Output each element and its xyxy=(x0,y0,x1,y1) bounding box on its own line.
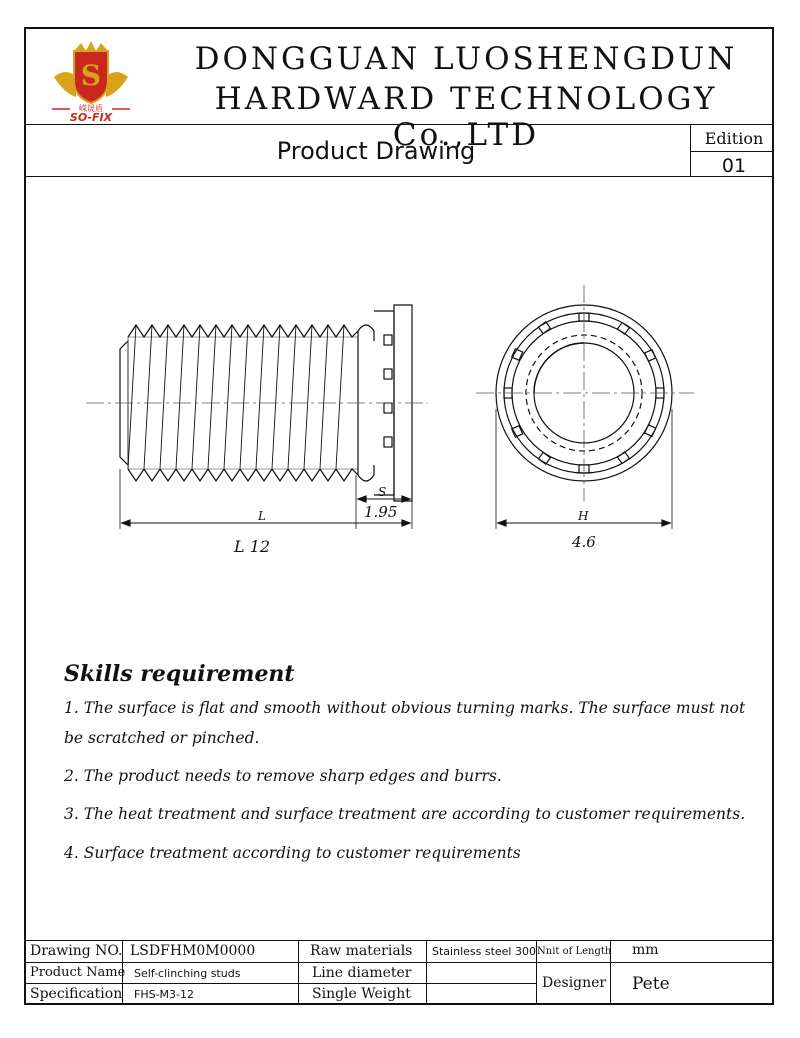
company-name-line1: DONGGUAN LUOSHENGDUN xyxy=(194,41,738,77)
requirement-item-4: 4. Surface treatment according to customer requirements xyxy=(64,844,521,862)
edition-value: 01 xyxy=(721,155,747,177)
product-name-value: Self-clinching studs xyxy=(134,967,241,980)
product-name-label: Product Name xyxy=(30,965,126,980)
svg-text:S: S xyxy=(80,59,102,92)
drawing-no-label: Drawing NO. xyxy=(30,943,123,959)
designer-value: Pete xyxy=(632,974,670,994)
line-diameter-label: Line diameter xyxy=(312,965,412,981)
shank-value: 1.95 xyxy=(364,503,398,521)
requirements-heading: Skills requirement xyxy=(64,661,295,687)
unit-value: mm xyxy=(632,942,659,958)
specification-value: FHS-M3-12 xyxy=(134,988,195,1001)
logo-chinese-text: 嵘晟盾 xyxy=(79,104,103,113)
logo-brand-text: SO-FIX xyxy=(69,111,113,124)
drawing-sheet xyxy=(24,27,774,1005)
length-value: L 12 xyxy=(234,537,271,556)
single-weight-label: Single Weight xyxy=(312,986,411,1002)
edition-label: Edition xyxy=(704,129,764,148)
head-symbol: H xyxy=(578,509,589,523)
unit-label: Nnit of Length xyxy=(537,946,612,957)
raw-materials-value: Stainless steel 300 xyxy=(432,945,536,958)
head-value: 4.6 xyxy=(572,533,596,551)
requirement-item-2: 2. The product needs to remove sharp edges and burrs. xyxy=(64,767,502,785)
technical-drawing xyxy=(26,179,772,579)
shank-symbol: S xyxy=(378,485,387,499)
requirement-item-1: 1. The surface is flat and smooth without obvious turning marks. The surface must not be scratched or pinched. xyxy=(64,699,746,747)
document-title: Product Drawing xyxy=(276,137,476,165)
designer-label: Designer xyxy=(542,975,607,991)
raw-materials-label: Raw materials xyxy=(310,943,413,959)
requirement-item-3: 3. The heat treatment and surface treatment are according to customer requirements. xyxy=(64,805,746,823)
company-name-line2: HARDWARD TECHNOLOGY Co.,LTD xyxy=(214,81,718,153)
length-symbol: L xyxy=(258,509,266,523)
title-divider xyxy=(26,176,772,177)
drawing-no-value: LSDFHM0M0000 xyxy=(130,943,256,959)
header-divider xyxy=(26,124,772,125)
specification-label: Specification xyxy=(30,986,123,1002)
